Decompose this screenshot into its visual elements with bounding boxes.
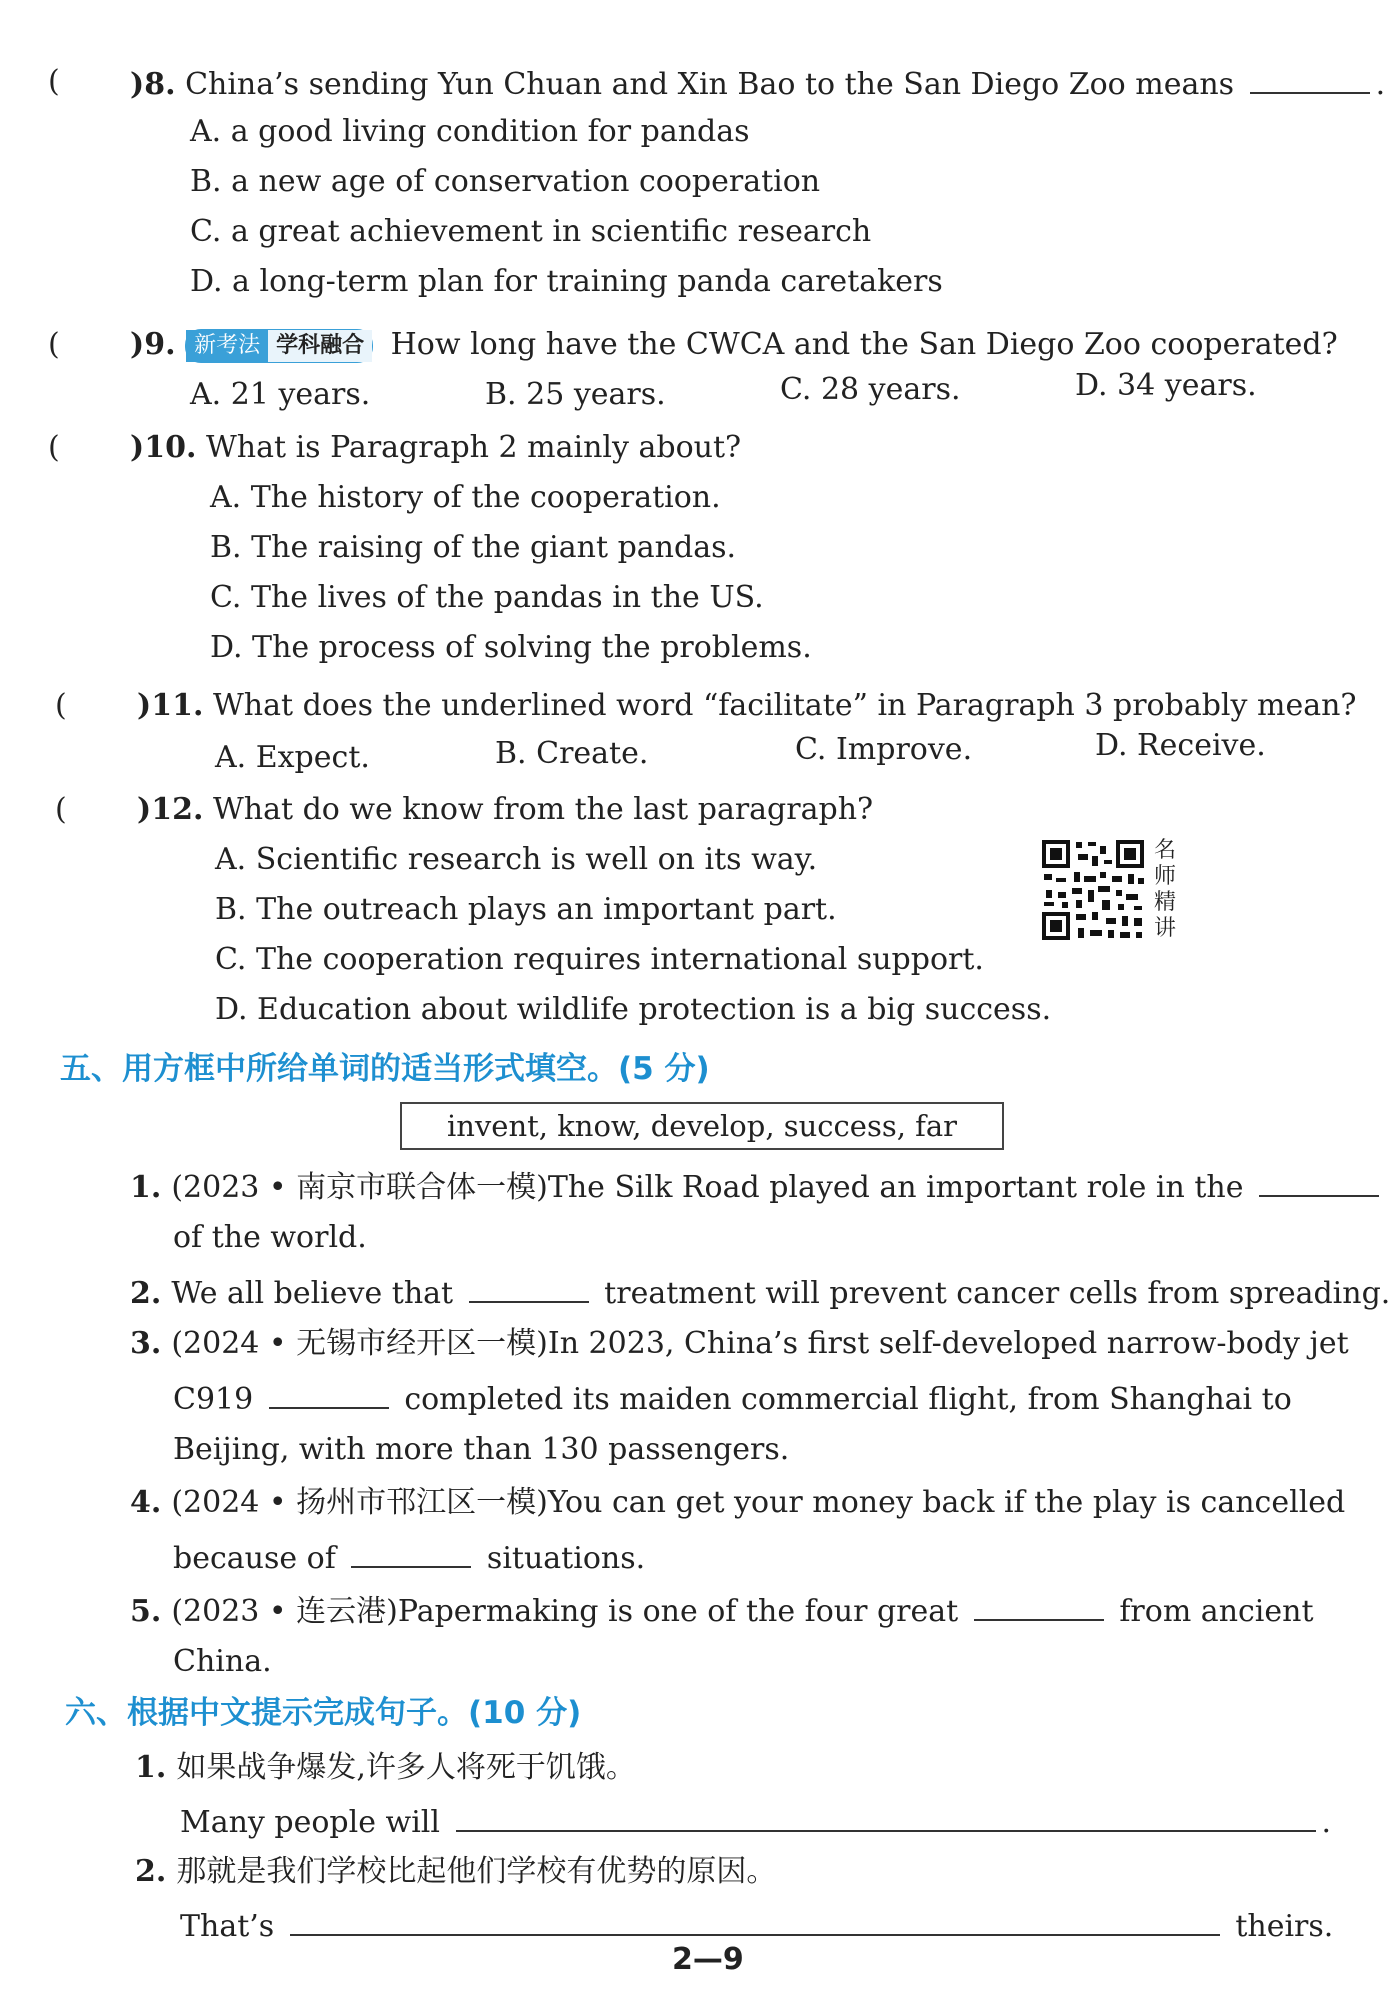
option[interactable]: A. a good living condition for pandas — [190, 114, 750, 149]
question-11-stem: )11. What does the underlined word “facilitate” in Paragraph 3 probably mean? — [137, 688, 1357, 723]
option[interactable]: A. Expect. — [215, 740, 370, 775]
translate-item-1-answer: Many people will . — [180, 1800, 1331, 1843]
option[interactable]: B. Create. — [495, 736, 649, 771]
answer-blank[interactable] — [469, 1271, 589, 1303]
answer-line[interactable] — [290, 1904, 1220, 1936]
option[interactable]: D. a long-term plan for training panda caretakers — [190, 264, 943, 299]
fill-item-3: 3. (2024 • 无锡市经开区一模)In 2023, China’s first self-developed narrow-body jet — [130, 1326, 1349, 1361]
answer-blank[interactable] — [351, 1536, 471, 1568]
option[interactable]: A. The history of the cooperation. — [210, 480, 721, 515]
fill-item-4-cont: because of situations. — [173, 1536, 645, 1579]
option[interactable]: D. 34 years. — [1075, 368, 1257, 403]
answer-blank[interactable] — [1250, 62, 1370, 94]
option[interactable]: C. Improve. — [795, 732, 973, 767]
section-5-title: 五、用方框中所给单词的适当形式填空。(5 分) — [60, 1051, 710, 1087]
worksheet-page: ( )8. China’s sending Yun Chuan and Xin Bao to the San Diego Zoo means . A. a good living condition for pandas B. a new age of conservation cooperation C. a great achievement in scientific research D. a long-term plan for training panda caretakers ( )9. 新考法 学科融合 How long have the CWCA and the San Diego Zoo cooperated? A. 21 years. B. 25 years. C. 28 years. D. 34 years. ( )10. What is Paragraph 2 mainly about? A. The history of the cooperation. B. The raising of the giant pandas. C. The lives of the pandas in the US. D. The process of solving the problems. ( )11. What does the underlined word “facilitate” in Paragraph 3 probably mean? A. Expect. B. Create. C. Improve. D. Receive. ( )12. What do we know from the last paragraph? A. Scientific research is well on its way. B. The outreach plays an important part. C. The cooperation requires international support. D. Education about wildlife protection is a big success. 名 师 精 讲 五、用方框中所给单词的适当形式填空。(5 分) invent, know, develop, success, far 1. (2023 • 南京市联合体一模)The Silk Road played an important role in the of the world. 2. We all believe that treatment will prevent cancer cells from spreading. 3. (2024 • 无锡市经开区一模)In 2023, China’s first self-developed narrow-body jet C919 completed its maiden commercial flight, from Shanghai to Beijing, with more than 130 passengers. 4. (2024 • 扬州市邗江区一模)You can get your money back if the play is cancelled because of situations. 5. (2023 • 连云港)Papermaking is one of the four great from ancient China. 六、根据中文提示完成句子。(10 分) 1. 如果战争爆发,许多人将死于饥饿。 Many people will . 2. 那就是我们学校比起他们学校有优势的原因。 That’s theirs. 2—9 — [48, 64, 1390, 1977]
qr-caption: 名 师 精 讲 — [1153, 838, 1176, 941]
answer-blank[interactable] — [269, 1377, 389, 1409]
option[interactable]: B. The outreach plays an important part. — [215, 892, 837, 927]
fill-item-5: 5. (2023 • 连云港)Papermaking is one of the four great from ancient — [130, 1589, 1314, 1632]
answer-blank[interactable] — [1259, 1165, 1379, 1197]
translate-item-1: 1. 如果战争爆发,许多人将死于饥饿。 — [135, 1750, 636, 1785]
page-number: 2—9 — [672, 1942, 744, 1977]
answer-blank[interactable] — [974, 1589, 1104, 1621]
answer-line[interactable] — [456, 1800, 1316, 1832]
fill-item-1: 1. (2023 • 南京市联合体一模)The Silk Road played an important role in the — [130, 1165, 1385, 1208]
question-10-stem: )10. What is Paragraph 2 mainly about? — [130, 430, 742, 465]
fill-item-3-cont2: Beijing, with more than 130 passengers. — [173, 1432, 790, 1467]
translate-item-2: 2. 那就是我们学校比起他们学校有优势的原因。 — [135, 1854, 777, 1889]
fill-item-4: 4. (2024 • 扬州市邗江区一模)You can get your money back if the play is cancelled — [130, 1485, 1346, 1520]
question-8-stem: )8. China’s sending Yun Chuan and Xin Bao to the San Diego Zoo means . — [130, 62, 1385, 105]
fill-item-1-cont: of the world. — [173, 1220, 367, 1255]
fill-item-2: 2. We all believe that treatment will prevent cancer cells from spreading. — [130, 1271, 1390, 1314]
option[interactable]: B. a new age of conservation cooperation — [190, 164, 821, 199]
fill-item-5-cont: China. — [173, 1644, 272, 1679]
option[interactable]: B. 25 years. — [485, 377, 666, 412]
new-exam-badge: 新考法 学科融合 — [185, 329, 373, 363]
option[interactable]: C. The cooperation requires international support. — [215, 942, 984, 977]
option[interactable]: B. The raising of the giant pandas. — [210, 530, 737, 565]
question-9-stem: )9. 新考法 学科融合 How long have the CWCA and the San Diego Zoo cooperated? — [130, 327, 1338, 362]
option[interactable]: C. a great achievement in scientific research — [190, 214, 872, 249]
option[interactable]: C. 28 years. — [780, 372, 961, 407]
option[interactable]: A. 21 years. — [190, 377, 371, 412]
translate-item-2-answer: That’s theirs. — [180, 1904, 1333, 1947]
section-6-title: 六、根据中文提示完成句子。(10 分) — [65, 1695, 582, 1731]
option[interactable]: A. Scientific research is well on its way. — [215, 842, 818, 877]
fill-item-3-cont: C919 completed its maiden commercial flight, from Shanghai to — [173, 1377, 1292, 1420]
qr-code-icon[interactable] — [1040, 838, 1146, 942]
option[interactable]: D. Receive. — [1095, 728, 1266, 763]
option[interactable]: D. Education about wildlife protection is a big success. — [215, 992, 1052, 1027]
question-12-stem: )12. What do we know from the last paragraph? — [137, 792, 874, 827]
option[interactable]: C. The lives of the pandas in the US. — [210, 580, 764, 615]
option[interactable]: D. The process of solving the problems. — [210, 630, 812, 665]
word-box: invent, know, develop, success, far — [400, 1102, 1004, 1150]
